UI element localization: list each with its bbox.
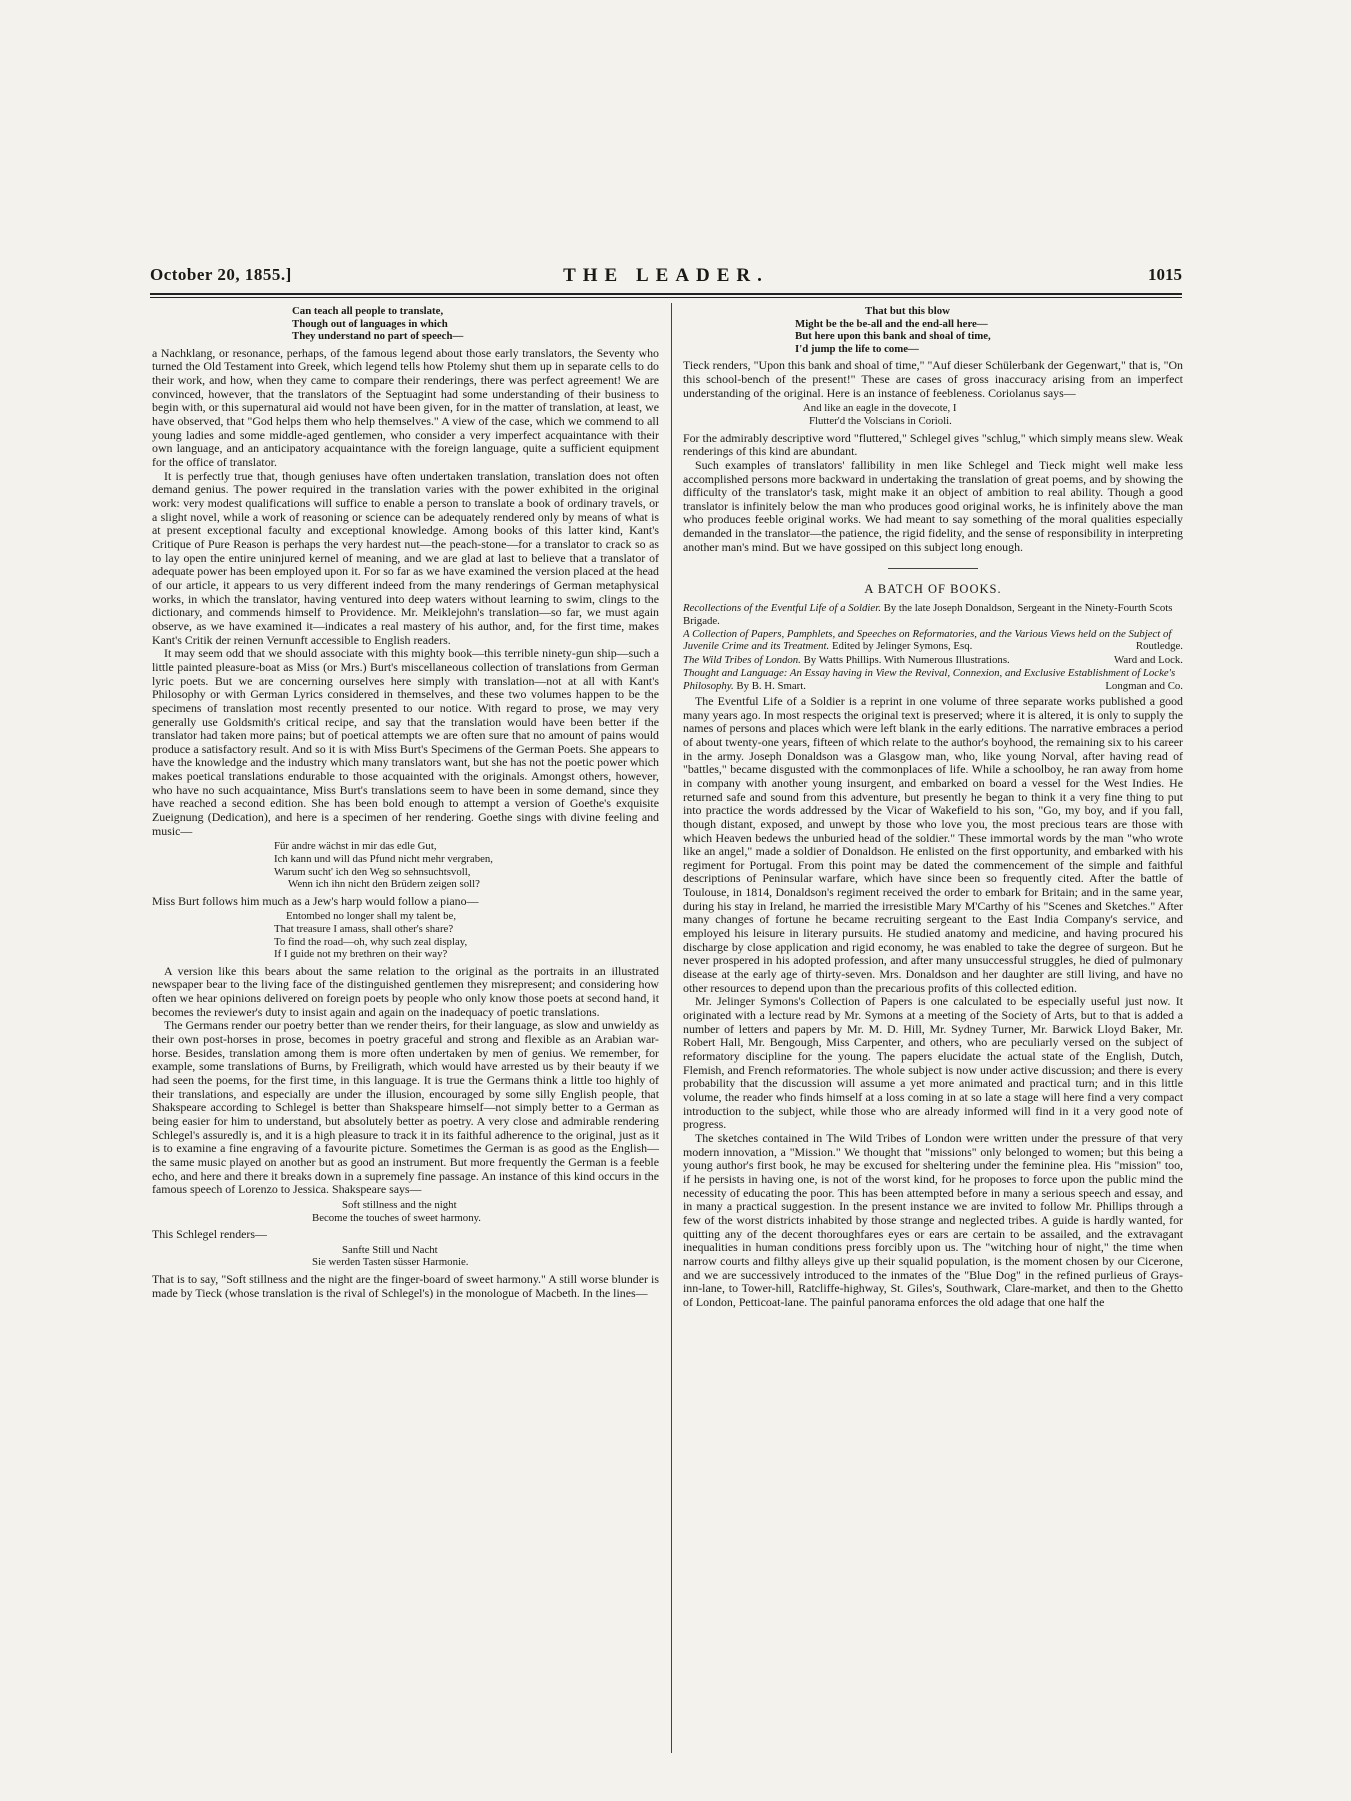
verse-line: I'd jump the life to come—	[795, 342, 919, 355]
book-listing	[683, 654, 1183, 666]
masthead-title: THE LEADER.	[563, 265, 769, 286]
verse-line: Sanfte Still und Nacht	[342, 1243, 438, 1256]
book-listing	[683, 602, 1183, 627]
book-publisher: Ward and Lock.	[1114, 653, 1183, 666]
verse-line: Become the touches of sweet harmony.	[312, 1211, 481, 1224]
paragraph: a Nachklang, or resonance, perhaps, of the famous legend about those early translators, the Seventy who turned the Old Testament into Greek, which legend tells how Ptolemy shut them up in separate cells to do their work, and how, when they came to compare their renderings, there was perfect agreement! We are convinced, however, that the translators of the Septuagint had some understanding of their business to begin with, or this supernatural aid would not have been given, for in the matter of translation, at least, we have observed, that "God helps them who help themselves." A view of the case, which we commend to all young ladies and some middle-aged gentlemen, who consider a very imperfect acquaintance with their own language, and an anticipatory acquaintance with the foreign language, quite a sufficient equipment for the office of translator.	[152, 345, 659, 470]
verse-coriolanus	[683, 402, 1183, 427]
paragraph: For the admirably descriptive word "fluttered," Schlegel gives "schlug," which simply means slew. Weak renderings of this kind are abundant.	[683, 430, 1183, 459]
verse-goethe	[152, 840, 659, 890]
verse-line: But here upon this bank and shoal of time,	[795, 330, 991, 343]
paragraph: It is perfectly true that, though geniuses have often undertaken translation, translation does not often demand genius. The power required in the translation varies with the power exhibited in the original work: very modest qualifications will suffice to enable a person to translate a book of ordinary travels, or a slight novel, while a work of reasoning or science can be adequately rendered only by means of what is at present exceptional faculty and exceptional knowledge. Among books of this latter kind, Kant's Critique of Pure Reason is perhaps the very hardest nut—the peach-stone—for a translator to crack so as to lay open the entire uninjured kernel of meaning, and we are glad at last to believe that a translator of adequate power has been employed upon it. For so far as we have examined the version placed at the head of our article, it appears to us very different indeed from the many renderings of German metaphysical works, in which the translator, having ventured into deep waters without learning to swim, clings to the dictionary, and commends himself to Providence. Mr. Meiklejohn's translation—so far, we must again observe, as we have examined it—indicates a real mastery of his author, and, for the first time, makes Kant's Critik der reinen Vernunft accessible to English readers.	[152, 468, 659, 647]
section-separator	[888, 568, 978, 569]
book-author: Edited by Jelinger Symons, Esq.	[831, 640, 973, 653]
verse-line: Might be the be-all and the end-all here—	[795, 317, 988, 330]
header-rule-thin	[150, 297, 1182, 298]
paragraph: Tieck renders, "Upon this bank and shoal of time," "Auf dieser Schülerbank der Gegenwart," that is, "On this school-bench of the present!" These are cases of gross inaccuracy arising from an imperfect understanding of the original. Here is an instance of feebleness. Coriolanus says—	[683, 358, 1183, 400]
verse-line: If I guide not my brethren on their way?	[274, 948, 448, 961]
paragraph: A version like this bears about the same relation to the original as the portraits in an illustrated newspaper bear to the living face of the distinguished gentlemen they misrepresent; and considering how often we hear opinions delivered on foreign poets by people who only know those poets at second hand, it becomes the reviewer's duty to insist again and again on the inadequacy of poetic translations.	[152, 963, 659, 1019]
verse-line: Wenn ich ihn nicht den Brüdern zeigen soll?	[288, 878, 480, 891]
book-author: By B. H. Smart.	[736, 679, 806, 692]
column-divider	[671, 303, 672, 1753]
paragraph: Such examples of translators' fallibility in men like Schlegel and Tieck might well make less accomplished persons more backward in undertaking the translation of great poems, and by showing the difficulty of the translator's task, might make it an object of ambition to real ability. Though a good translator is infinitely below the man who produces good original works, he is infinitely above the man who produces feeble original works. We had meant to say something of the moral qualities especially demanded in the translator—the patience, the rigid fidelity, and the sense of responsibility in interpreting another man's mind. But we have gossiped on this subject long enough.	[683, 457, 1183, 554]
verse-line: Flutter'd the Volscians in Corioli.	[809, 414, 952, 427]
verse-schlegel	[152, 1244, 659, 1269]
verse-line: And like an eagle in the dovecote, I	[803, 402, 957, 415]
verse-line: Though out of languages in which	[292, 317, 448, 330]
header-rule-thick	[150, 293, 1182, 295]
verse-shakspeare	[152, 1199, 659, 1224]
verse-line: Entombed no longer shall my talent be,	[286, 910, 457, 923]
verse-line: That but this blow	[865, 305, 950, 317]
paragraph: Miss Burt follows him much as a Jew's harp would follow a piano—	[152, 893, 479, 908]
book-publisher: Routledge.	[1135, 640, 1183, 653]
verse-line: Ich kann und will das Pfund nicht mehr vergraben,	[274, 853, 493, 865]
paragraph: It may seem odd that we should associate with this mighty book—this terrible ninety-gun ship—such a little painted pleasure-boat as Miss (or Mrs.) Burt's miscellaneous collection of translations from German lyric poets. But we are concerning ourselves here simply with translation—not at all with Kant's Philosophy or with German Lyrics considered in themselves, and these two volumes happen to be the specimens of translation most recently presented to our notice. With regard to prose, we may very generally use Goldsmith's critical recipe, and say that the translation would have been better if the translator had taken more pains; but of poetical attempts we are often sure that no amount of pains would produce a satisfactory result. And so it is with Miss Burt's Specimens of the German Poets. She appears to have the knowledge and the industry which many translators want, but she has not the poetic power which makes poetical translations endurable to those acquainted with the originals. Amongst others, however, who have no such acquaintance, Miss Burt's translations seem to have been in some demand, since they have reached a second edition. She has been bold enough to attempt a version of Goethe's exquisite Zueignung (Dedication), and here is a specimen of her rendering. Goethe sings with divine feeling and music—	[152, 646, 659, 838]
section-title: A BATCH OF BOOKS.	[864, 582, 1002, 597]
book-author: By the late Joseph Donaldson, Sergeant in the Ninety-Fourth Scots Brigade.	[683, 602, 1173, 627]
book-publisher: Longman and Co.	[1105, 679, 1183, 692]
verse-line: Für andre wächst in mir das edle Gut,	[274, 840, 437, 853]
verse-line: That treasure I amass, shall other's share?	[274, 923, 454, 936]
paragraph: That is to say, "Soft stillness and the night are the finger-board of sweet harmony." A still worse blunder is made by Tieck (whose translation is the rival of Schlegel's) in the monologue of Macbeth. In the lines—	[152, 1272, 659, 1300]
paragraph: The Germans render our poetry better than we render theirs, for their language, as slow and unwieldy as their own post-horses in prose, becomes in poetry graceful and strong and flexible as an Arabian war-horse. Besides, translation among them is more often undertaken by men of genius. We remember, for example, some translations of Burns, by Freiligrath, which would have arrested us by their beauty if we had seen the poems, for the first time, in this language. It is true the Germans think a little too highly of their translations, and especially are under the illusion, encouraged by some silly English people, that Shakspeare according to Schlegel is better than Shakspeare himself—not simply better to a German as being easier for him to understand, but absolutely better as poetry. A very close and admirable rendering Schlegel's assuredly is, and it is a high pleasure to track it in its faithful adherence to the original, just as it is to examine a fine engraving of a favourite picture. Sometimes the German is as good as the English—the same music played on another but as good an instrument. But more frequently the German is a feeble echo, and here and there it breaks down in a supremely fine passage. An instance of this kind occurs in the famous speech of Lorenzo to Jessica. Shakspeare says—	[152, 1018, 659, 1197]
verse-line: To find the road—oh, why such zeal display,	[274, 935, 468, 948]
page-number: 1015	[1148, 265, 1182, 284]
verse-line: Sie werden Tasten süsser Harmonie.	[312, 1256, 469, 1269]
paragraph: The Eventful Life of a Soldier is a reprint in one volume of three separate works published a good many years ago. In most respects the original text is preserved; where it is altered, it is only to supply the names of persons and places which were left blank in the early editions. The narrative embraces a period of about twenty-one years, fifteen of which relate to the author's boyhood, the remaining six to his career in the army. Joseph Donaldson was a Glasgow man, who, like young Norval, after having read of "battles," became disgusted with the commonplaces of life. While a schoolboy, he ran away from home in company with another young insurgent, and embarked on board a vessel for the West Indies. He returned safe and sound from this adventure, but presently he began to think it a very fine thing to put into practice the words addressed by the Vicar of Wakefield to his son, "Go, my boy, and if you fall, though distant, exposed, and unwept by those who love you, the most precious tears are those with which Heaven bedews the unburied head of the soldier." These immortal words by the man "who wrote like an angel," made a soldier of Donaldson. He enlisted on the first opportunity, and embarked with his regiment for Portugal. From this point may be dated the commencement of the simple and faithful descriptions of Peninsular warfare, which have since been so frequently cited. After the battle of Toulouse, in 1814, Donaldson's regiment received the order to embark for Britain; and in the same year, during his stay in Ireland, he married the irresistible Mary M'Carthy of his "Scenes and Sketches." After many changes of fortune he became recruiting sergeant to the East India Company's service, and employed his leisure in literary pursuits. He studied anatomy and medicine, and having procured his discharge by close application and rigid economy, he was enabled to take the degree of surgeon. But he never prospered in his adopted profession, and after many unsuccessful struggles, he died of pulmonary disease at the early age of thirty-seven. Mrs. Donaldson and her daughter are still living, and have no other resources to depend upon than the precarious profits of this collected edition.	[683, 693, 1183, 995]
book-author: By Watts Phillips. With Numerous Illustrations.	[803, 653, 1010, 666]
paragraph: This Schlegel renders—	[152, 1227, 267, 1242]
header-date: October 20, 1855.]	[150, 265, 292, 284]
verse-line: Can teach all people to translate,	[292, 305, 444, 317]
paragraph: Mr. Jelinger Symons's Collection of Papers is one calculated to be especially useful just now. It originated with a lecture read by Mr. Symons at a meeting of the Society of Arts, but to that is added a number of letters and papers by Mr. M. D. Hill, Mr. Sydney Turner, Mr. Barwick Lloyd Baker, Mr. Robert Hall, Mr. Bengough, Miss Carpenter, and others, who are peculiarly versed on the subject of reformatory discipline for the young. The papers elucidate the actual state of the English, Dutch, Flemish, and French reformatories. The whole subject is now under active discussion; and there is every probability that the discussion will assume a yet more animated and practical turn; and in this little volume, the reader who finds himself at a loss coming in at so late a stage will here find a very compact introduction to the subject, while those who are already informed will find in it a very good note of progress.	[683, 994, 1183, 1132]
verse-burt	[152, 910, 659, 960]
book-listing	[683, 667, 1183, 692]
verse-hudibras	[152, 305, 659, 343]
paragraph: The sketches contained in The Wild Tribes of London were written under the pressure of that very modern innovation, a "Mission." We thought that "missions" only belonged to women; but this being a young author's first book, he may be excused for sheltering under the feminine plea. His "mission" too, if he persists in having one, is not of the worst kind, for he proposes to force upon the public mind the necessity of educating the poor. This has been attempted before in many a serious speech and essay, and in many a practical suggestion. In the present instance we are invited to follow Mr. Phillips through a few of the worst districts inhabited by those strange and neglected tribes. A guide is hardly wanted, for quitting any of the decent thoroughfares eyes or ears are certain to be assailed, and the extravagant inequalities in human conditions press forcibly upon us. The "witching hour of night," the time when narrow courts and filthy alleys give up their squalid population, is the moment chosen by our Cicerone, and we are successively introduced to the inmates of the "Blue Dog" in the refined purlieus of Grays-inn-lane, to Tower-hill, Ratcliffe-highway, St. Giles's, Southwark, Clare-market, and then to the Ghetto of London, Petticoat-lane. The painful panorama enforces the old adage that one half the	[683, 1130, 1183, 1309]
verse-line: Soft stillness and the night	[342, 1198, 457, 1211]
book-title: A Collection of Papers, Pamphlets, and Speeches on Reformatories, and the Various Views held on the Subject of Juvenile Crime and its Treatment.	[683, 627, 1172, 653]
right-column	[683, 303, 1183, 1759]
left-column	[152, 303, 659, 1759]
verse-line: Warum sucht' ich den Weg so sehnsuchtsvoll,	[274, 865, 471, 878]
book-title: Thought and Language: An Essay having in View the Revival, Connexion, and Exclusive Establishment of Locke's Philosophy.	[683, 667, 1176, 692]
book-listing	[683, 628, 1183, 653]
verse-macbeth	[683, 305, 1183, 355]
book-title: Recollections of the Eventful Life of a Soldier.	[683, 602, 881, 615]
book-title: The Wild Tribes of London.	[683, 653, 801, 666]
verse-line: They understand no part of speech—	[292, 330, 464, 343]
